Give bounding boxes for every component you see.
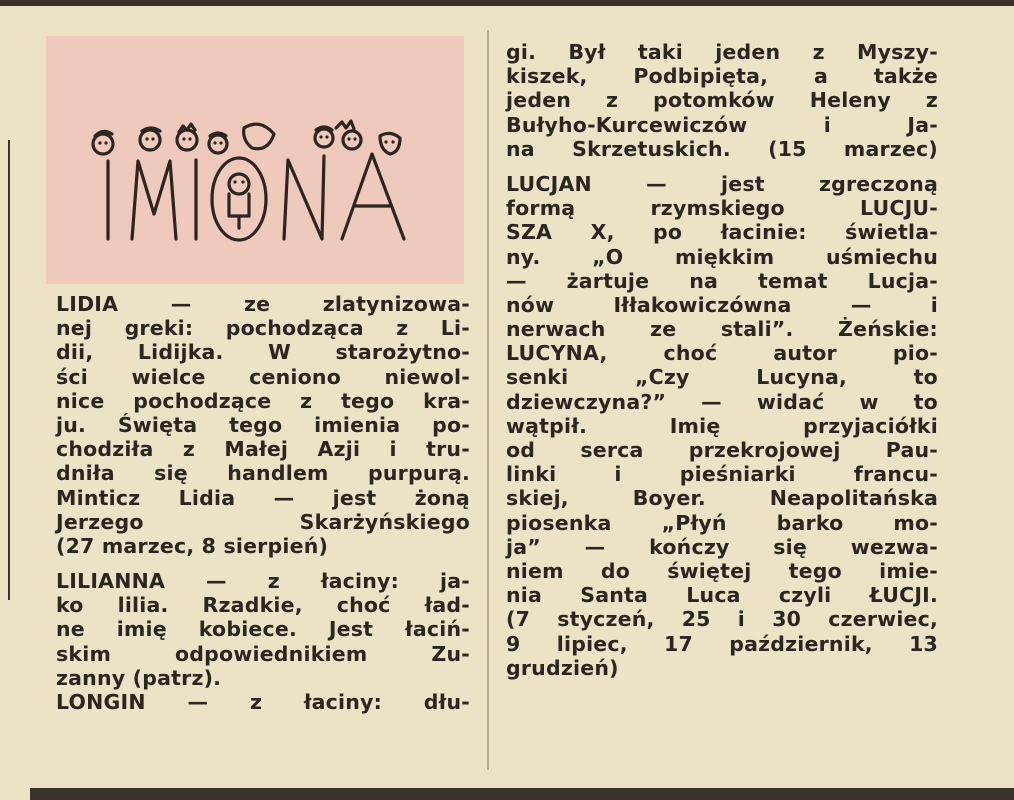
text-line [56,437,470,461]
bottom-border-rule [30,788,1014,800]
word: imię [116,617,167,642]
word: Li- [440,316,470,341]
word: się [773,534,807,559]
word: tego [229,412,283,437]
word: z [300,388,313,413]
imiona-title-illustration [46,36,464,284]
word: lilia. [117,593,169,618]
word: tego [341,388,395,413]
text-line [506,365,938,389]
text-line: grudzień) [506,655,619,680]
word: Iłłakowiczówna [613,292,792,317]
text-line [506,220,938,244]
text-line [506,137,938,161]
word: i [823,112,831,137]
text-line [506,438,938,462]
text-line [506,317,938,341]
word: pochodzące [133,388,272,413]
word: Był [568,40,606,64]
text-line [506,486,938,510]
word: zgreczoną [818,171,938,196]
word: nerwach [506,317,606,342]
word: 17 [664,631,693,656]
word: ko [56,593,84,618]
word: handlem [227,461,329,486]
word: barko [776,510,844,535]
left-text-column [56,292,470,714]
word: LUCJU- [859,196,938,221]
text-line [56,617,470,641]
word: ze [243,292,271,316]
word: odpowiednikiem [175,641,368,666]
word: wielce [131,364,206,389]
word: i [389,437,397,462]
word: jeden [715,40,781,64]
word: 30 [772,607,802,632]
word: także [873,64,938,89]
text-line [506,462,938,486]
word: ŁUCJI. [869,583,938,608]
word: Skarżyńskiego [299,509,470,534]
word: ład- [424,593,470,618]
text-line: zanny (patrz). [56,665,222,690]
word: autor [773,341,837,366]
text-line [506,583,938,607]
word: z [182,437,196,462]
word: kobiece. [198,617,297,642]
word: Heleny [809,88,891,113]
text-line [56,461,470,485]
word: Lucja- [867,268,938,293]
word: ści [56,364,88,389]
word: 9 [506,631,521,656]
word: — [206,569,227,594]
word: ja- [440,569,470,594]
word: Święta [117,412,198,437]
word: z [606,88,619,113]
word: żartuje [566,268,650,293]
word: Myszy- [856,40,938,64]
word: łacinie: [720,220,807,245]
text-line [56,642,470,666]
word: w [859,389,879,414]
word: — [506,268,527,293]
word: — [701,389,722,414]
word: Jerzego [56,509,144,534]
word: i [930,292,938,317]
word: na [689,268,719,293]
word: „Czy [635,365,690,390]
text-line [56,365,470,389]
text-line [506,607,938,631]
word: serca [580,438,644,462]
word: łaciny: [320,569,400,594]
word: lipiec, [556,631,628,656]
word: dziewczyna?” [506,389,667,414]
text-line [56,569,470,593]
word: do [600,558,631,583]
word: dii, [56,340,94,365]
word: od [506,438,536,462]
text-line [506,390,938,414]
text-line [56,340,470,364]
word: Zu- [431,641,470,666]
word: (15 [768,136,807,161]
word: potomków [653,88,775,113]
word: purpurą. [368,461,470,486]
text-line [56,316,470,340]
word: tego [788,558,842,583]
word: skim [56,641,112,666]
word: łaciń- [405,617,470,642]
word: 25 [681,607,711,632]
word: Małej [224,437,289,462]
word: to [913,389,938,414]
column-divider [487,30,489,770]
word: przekrojowej [688,438,841,462]
word: się [154,461,188,486]
text-line [56,389,470,413]
word: Santa [580,583,649,608]
text-line [506,269,938,293]
word: Neapolitańska [769,486,938,511]
word: Podbipięta, [633,64,769,89]
word: taki [637,40,683,64]
word: po [653,220,683,245]
text-line [506,293,938,317]
word: po- [432,412,470,437]
word: tru- [426,437,470,462]
text-line [506,88,938,112]
word: Luca [686,583,741,608]
word: senki [506,365,569,390]
word: z [249,690,263,714]
text-line [56,593,470,617]
text-line [506,559,938,583]
word: — [850,292,872,317]
word: z [396,316,409,341]
text-line [506,511,938,535]
word: ny. [506,244,541,269]
text-line [506,172,938,196]
word: rzymskiego [650,196,785,221]
word: choć [663,341,718,366]
word: ja” [506,534,541,559]
word: Azji [317,437,361,462]
word: Skrzetuskich. [572,136,731,161]
word: przyjaciółki [803,413,938,438]
text-line [506,40,938,64]
word: zlatynizowa- [322,292,470,316]
word: jeden [506,88,572,113]
word: świetla- [845,220,938,245]
text-line [506,414,938,438]
word: — [273,485,295,510]
word: LIDIA [56,292,119,316]
word: niewol- [384,364,470,389]
word: dniła [56,461,115,486]
word: formą [506,196,576,221]
word: greki: [124,316,194,341]
word: i [737,607,746,632]
word: wezwa- [850,534,938,559]
word: nów [506,292,555,317]
word: — [187,690,209,714]
word: imienia [314,412,401,437]
right-text-column [506,40,938,680]
word: ceniono [249,364,341,389]
text-line [506,632,938,656]
word: Bułyho-Kurcewiczów [506,112,748,137]
word: LUCJAN [506,171,592,196]
text-line [506,113,938,137]
word: X, [590,220,615,245]
word: łaciny: [303,690,383,714]
word: to [913,365,938,390]
text-line [56,486,470,510]
word: LONGIN [56,690,146,714]
text-line: (27 marzec, 8 sierpień) [56,533,329,558]
word: nej [56,316,93,341]
word: jest [332,485,377,510]
word: francu- [853,462,938,487]
word: pieśniarki [679,462,796,487]
word: uśmiechu [825,244,938,269]
word: — [646,171,667,196]
word: niem [506,558,564,583]
word: — [170,292,192,316]
word: „Płyń [661,510,727,535]
word: 13 [909,631,938,656]
word: i [614,462,622,487]
word: Minticz [56,485,141,510]
word: Lucyna, [756,365,848,390]
word: styczeń, [557,607,655,632]
left-page-edge [0,140,10,600]
word: SZA [506,220,553,245]
text-line [506,341,938,365]
word: czyli [778,583,832,608]
word: skiej, [506,486,569,511]
word: „O [592,244,624,269]
word: Lidia [178,485,236,510]
word: temat [757,268,828,293]
word: LILIANNA [56,569,166,594]
text-line [56,510,470,534]
word: nia [506,583,543,608]
text-line [506,535,938,559]
text-line [56,413,470,437]
text-line [56,292,470,316]
word: Pau- [885,438,938,462]
word: miękkim [675,244,775,269]
word: imie- [879,558,938,583]
word: chodziła [56,437,154,462]
word: gi. [506,40,537,64]
word: marzec) [843,136,938,161]
word: ze [650,317,677,342]
word: żoną [414,485,470,510]
text-line [506,64,938,88]
word: Jest [328,617,374,642]
word: starożytno- [335,340,470,365]
word: mo- [893,510,938,535]
word: widać [756,389,825,414]
section-masthead [46,36,464,284]
word: a [813,64,829,89]
text-line [506,245,938,269]
word: czerwiec, [828,607,938,632]
word: kończy [649,534,730,559]
word: kra- [423,388,470,413]
word: pio- [892,341,938,366]
word: Boyer. [632,486,706,511]
word: Lidijka. [137,340,224,365]
word: choć [336,593,391,618]
word: linki [506,462,557,487]
word: (7 [506,607,531,632]
word: jest [721,171,765,196]
word: Ja- [907,112,938,137]
word: — [584,534,606,559]
word: nice [56,388,105,413]
top-border-rule [0,0,1014,6]
word: dłu- [423,690,470,714]
text-line [56,690,470,714]
word: piosenka [506,510,612,535]
word: październik, [729,631,873,656]
word: pochodząca [225,316,364,341]
word: z [812,40,825,64]
word: Rzadkie, [202,593,303,618]
word: z [267,569,280,594]
word: ju. [56,412,87,437]
word: na [506,136,535,161]
word: wątpił. [506,413,588,438]
word: świętej [667,558,752,583]
text-line [506,196,938,220]
word: Imię [669,413,721,438]
word: W [268,340,291,365]
word: ne [56,617,85,642]
word: z [925,88,938,113]
word: kiszek, [506,64,588,89]
word: Żeńskie: [838,317,938,342]
word: LUCYNA, [506,341,608,366]
word: stali”. [720,317,794,342]
